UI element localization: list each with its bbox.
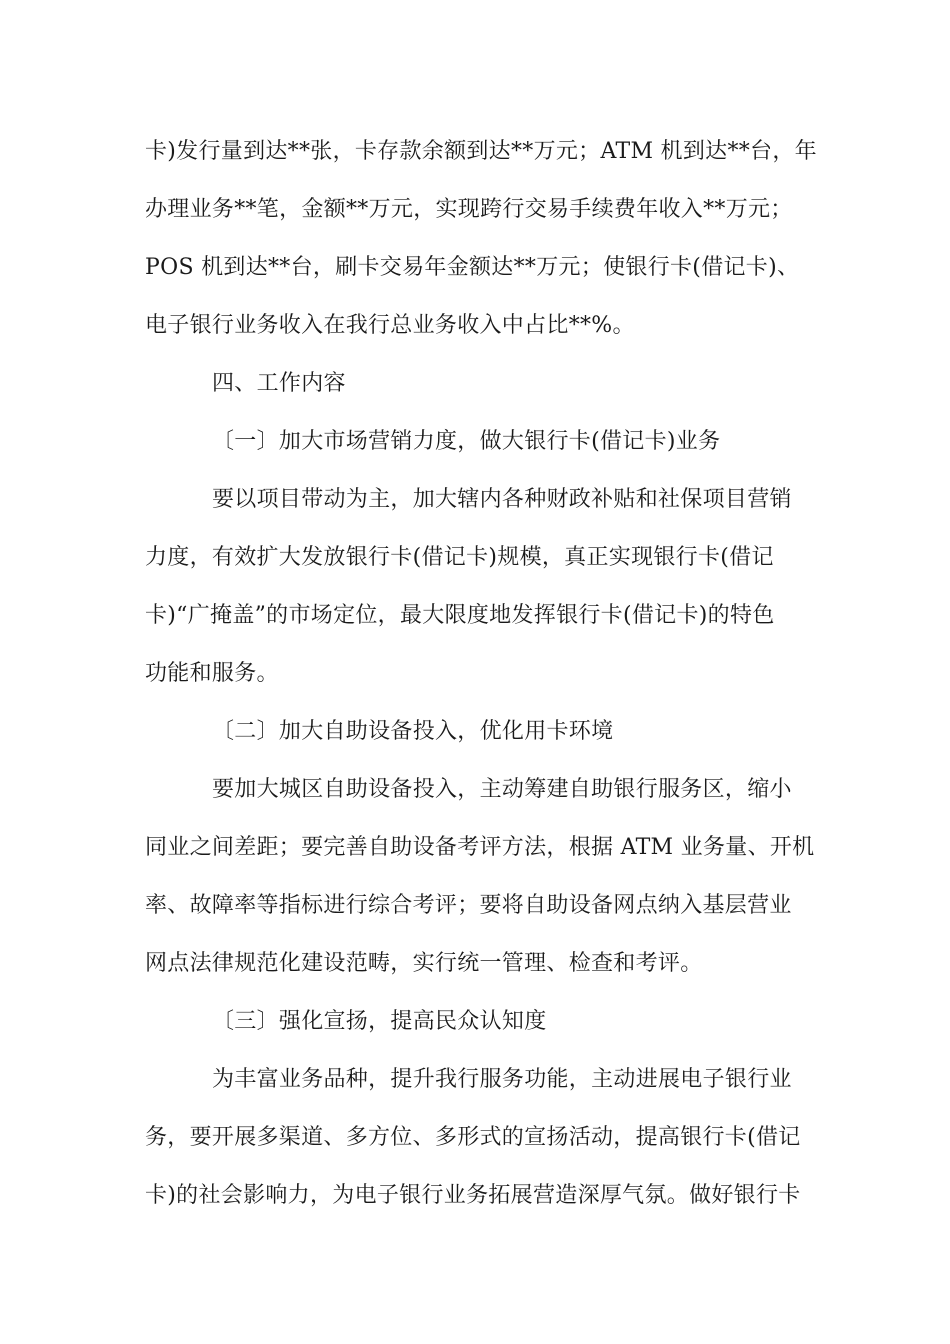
paragraph-line: 网点法律规范化建设范畴，实行统一管理、检查和考评。: [145, 951, 703, 976]
paragraph-line: 卡)发行量到达**张，卡存款余额到达**万元；ATM 机到达**台，年: [145, 139, 817, 164]
paragraph-line: 为丰富业务品种，提升我行服务功能，主动进展电子银行业: [212, 1067, 792, 1092]
section-heading: 四、工作内容: [212, 371, 346, 396]
paragraph-line: POS 机到达**台，刷卡交易年金额达**万元；使银行卡(借记卡)、: [145, 255, 800, 280]
paragraph-line: 率、故障率等指标进行综合考评；要将自助设备网点纳入基层营业: [145, 893, 792, 918]
subsection-heading: 〔一〕加大市场营销力度，做大银行卡(借记卡)业务: [212, 429, 721, 454]
paragraph-line: 要以项目带动为主，加大辖内各种财政补贴和社保项目营销: [212, 487, 792, 512]
paragraph-line: 力度，有效扩大发放银行卡(借记卡)规模，真正实现银行卡(借记: [145, 545, 774, 570]
subsection-heading: 〔三〕强化宣扬，提高民众认知度: [212, 1009, 547, 1034]
subsection-heading: 〔二〕加大自助设备投入，优化用卡环境: [212, 719, 614, 744]
paragraph-line: 要加大城区自助设备投入，主动筹建自助银行服务区，缩小: [212, 777, 792, 802]
paragraph-line: 办理业务**笔，金额**万元，实现跨行交易手续费年收入**万元；: [145, 197, 793, 222]
paragraph-line: 卡)的社会影响力，为电子银行业务拓展营造深厚气氛。做好银行卡: [145, 1183, 801, 1208]
paragraph-line: 卡)“广掩盖”的市场定位，最大限度地发挥银行卡(借记卡)的特色: [145, 603, 775, 628]
paragraph-line: 电子银行业务收入在我行总业务收入中占比**%。: [145, 313, 635, 338]
paragraph-line: 功能和服务。: [145, 661, 279, 686]
paragraph-line: 同业之间差距；要完善自助设备考评方法，根据 ATM 业务量、开机: [145, 835, 815, 860]
paragraph-line: 务，要开展多渠道、多方位、多形式的宣扬活动，提高银行卡(借记: [145, 1125, 801, 1150]
